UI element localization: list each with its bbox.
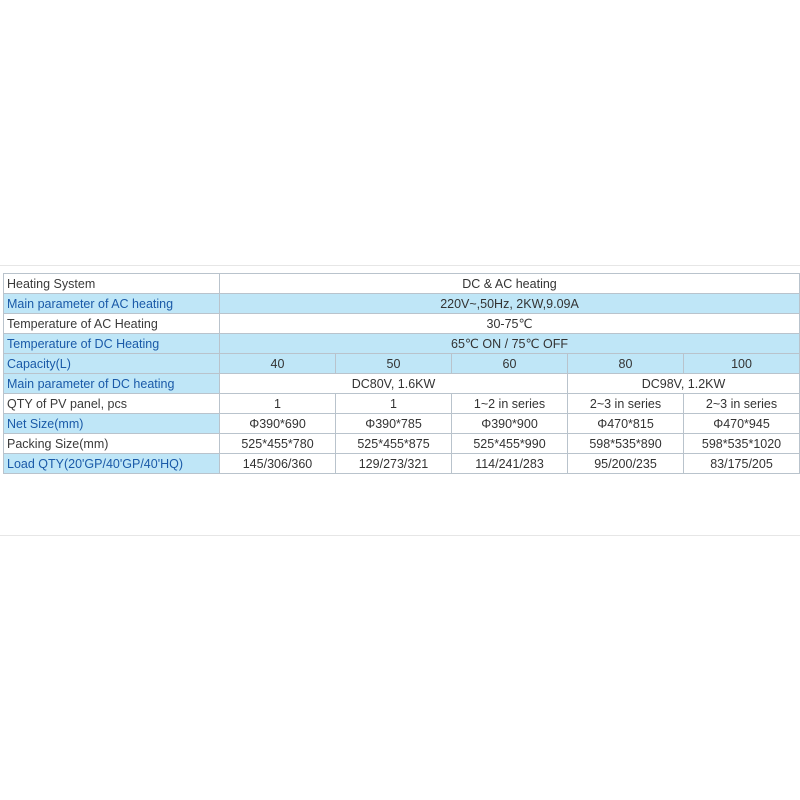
- capacity-cell: 80: [568, 354, 684, 374]
- net-size-label: Net Size(mm): [4, 414, 220, 434]
- ac-param-label: Main parameter of AC heating: [4, 294, 220, 314]
- bottom-divider: [0, 535, 800, 536]
- net-size-cell: Φ390*690: [220, 414, 336, 434]
- dc-param-group-1: DC80V, 1.6KW: [220, 374, 568, 394]
- row-load-qty: [4, 454, 800, 474]
- top-divider: [0, 265, 800, 266]
- pv-qty-cell: 1: [220, 394, 336, 414]
- capacity-cell: 50: [336, 354, 452, 374]
- net-size-cell: Φ470*945: [684, 414, 800, 434]
- ac-temp-value: 30-75℃: [220, 314, 800, 334]
- packing-size-cell: 525*455*990: [452, 434, 568, 454]
- pv-qty-cell: 1: [336, 394, 452, 414]
- row-net-size: [4, 414, 800, 434]
- ac-param-value: 220V~,50Hz, 2KW,9.09A: [220, 294, 800, 314]
- capacity-label: Capacity(L): [4, 354, 220, 374]
- heating-system-value: DC & AC heating: [220, 274, 800, 294]
- load-qty-cell: 129/273/321: [336, 454, 452, 474]
- net-size-cell: Φ470*815: [568, 414, 684, 434]
- pv-qty-label: QTY of PV panel, pcs: [4, 394, 220, 414]
- dc-temp-label: Temperature of DC Heating: [4, 334, 220, 354]
- row-dc-param: [4, 374, 800, 394]
- dc-param-group-2: DC98V, 1.2KW: [568, 374, 800, 394]
- row-dc-temp: [4, 334, 800, 354]
- dc-temp-value: 65℃ ON / 75℃ OFF: [220, 334, 800, 354]
- pv-qty-cell: 2~3 in series: [684, 394, 800, 414]
- packing-size-label: Packing Size(mm): [4, 434, 220, 454]
- packing-size-cell: 525*455*780: [220, 434, 336, 454]
- row-heating-system: [4, 274, 800, 294]
- net-size-cell: Φ390*900: [452, 414, 568, 434]
- net-size-cell: Φ390*785: [336, 414, 452, 434]
- capacity-cell: 100: [684, 354, 800, 374]
- packing-size-cell: 598*535*890: [568, 434, 684, 454]
- packing-size-cell: 525*455*875: [336, 434, 452, 454]
- load-qty-cell: 145/306/360: [220, 454, 336, 474]
- heating-system-label: Heating System: [4, 274, 220, 294]
- dc-param-label: Main parameter of DC heating: [4, 374, 220, 394]
- load-qty-cell: 114/241/283: [452, 454, 568, 474]
- load-qty-cell: 95/200/235: [568, 454, 684, 474]
- capacity-cell: 40: [220, 354, 336, 374]
- row-ac-temp: [4, 314, 800, 334]
- row-packing-size: [4, 434, 800, 454]
- spec-table: [3, 273, 800, 474]
- pv-qty-cell: 2~3 in series: [568, 394, 684, 414]
- row-ac-param: [4, 294, 800, 314]
- packing-size-cell: 598*535*1020: [684, 434, 800, 454]
- row-capacity: [4, 354, 800, 374]
- load-qty-label: Load QTY(20'GP/40'GP/40'HQ): [4, 454, 220, 474]
- ac-temp-label: Temperature of AC Heating: [4, 314, 220, 334]
- capacity-cell: 60: [452, 354, 568, 374]
- row-pv-qty: [4, 394, 800, 414]
- pv-qty-cell: 1~2 in series: [452, 394, 568, 414]
- load-qty-cell: 83/175/205: [684, 454, 800, 474]
